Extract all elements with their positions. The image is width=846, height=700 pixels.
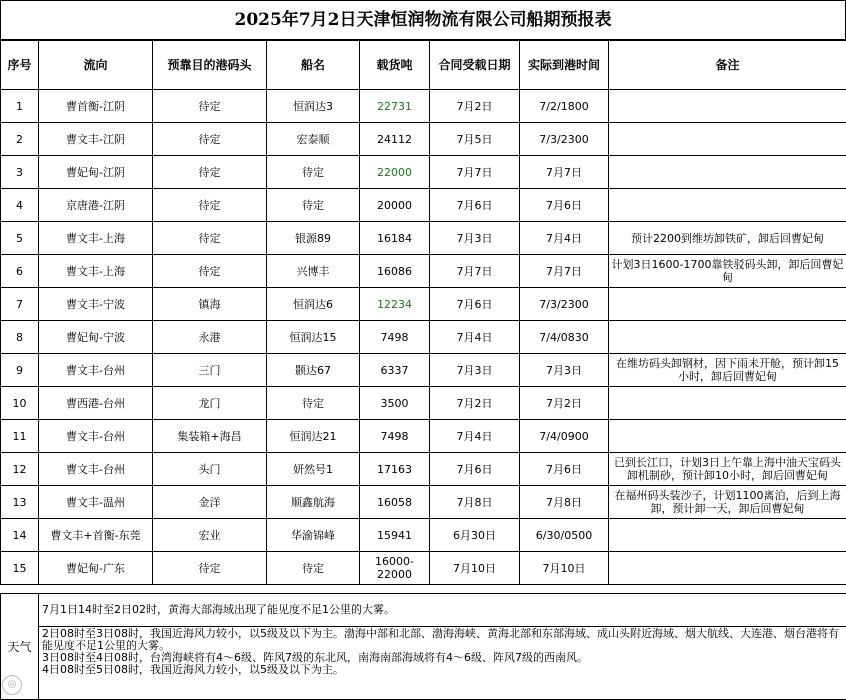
cell-arrival: 7月7日 — [520, 255, 609, 288]
cell-ship: 待定 — [267, 552, 360, 585]
cell-dest-port: 宏业 — [153, 519, 267, 552]
col-header-cargo: 载货吨 — [360, 41, 430, 90]
cell-dest-port: 永港 — [153, 321, 267, 354]
cell-cargo: 15941 — [360, 519, 430, 552]
weather-line-3: 3日08时至4日08时，台湾海峡将有4～6级、阵风7级的东北风，南海南部海域将有4～6级、阵风7级的西南风。 — [42, 652, 843, 664]
cell-dest-port: 头门 — [153, 453, 267, 486]
cell-arrival: 6/30/0500 — [520, 519, 609, 552]
cell-ship: 恒润达15 — [267, 321, 360, 354]
cell-no: 1 — [1, 90, 39, 123]
table-row — [1, 123, 846, 156]
cell-arrival: 7月8日 — [520, 486, 609, 519]
cell-arrival: 7月6日 — [520, 453, 609, 486]
cell-dest-port: 集装箱+海昌 — [153, 420, 267, 453]
cell-remark: 计划3日1600-1700靠铁驳码头卸，卸后回曹妃甸 — [609, 255, 846, 288]
cell-route: 曹妃甸-宁波 — [39, 321, 153, 354]
cell-contract-date: 7月5日 — [430, 123, 520, 156]
cell-arrival: 7月4日 — [520, 222, 609, 255]
cell-ship: 恒润达6 — [267, 288, 360, 321]
table-row — [1, 354, 846, 387]
page-title: 2025年7月2日天津恒润物流有限公司船期预报表 — [0, 0, 846, 40]
cell-contract-date: 6月30日 — [430, 519, 520, 552]
cell-route: 曹文丰+首衡-东莞 — [39, 519, 153, 552]
cell-no: 4 — [1, 189, 39, 222]
cell-remark — [609, 90, 846, 123]
cell-cargo: 16058 — [360, 486, 430, 519]
cell-remark — [609, 552, 846, 585]
cell-arrival: 7月6日 — [520, 189, 609, 222]
header-row — [1, 41, 846, 90]
cell-ship: 妍然号1 — [267, 453, 360, 486]
cell-dest-port: 待定 — [153, 123, 267, 156]
cell-ship: 待定 — [267, 387, 360, 420]
cell-contract-date: 7月4日 — [430, 321, 520, 354]
cell-remark: 预计2200到维坊卸铁矿，卸后回曹妃甸 — [609, 222, 846, 255]
cell-cargo: 22731 — [360, 90, 430, 123]
cell-no: 3 — [1, 156, 39, 189]
table-row — [1, 453, 846, 486]
cell-ship: 银源89 — [267, 222, 360, 255]
table-row — [1, 156, 846, 189]
cell-cargo: 3500 — [360, 387, 430, 420]
col-header-dest-port: 预靠目的港码头 — [153, 41, 267, 90]
cell-remark — [609, 288, 846, 321]
cell-no: 11 — [1, 420, 39, 453]
cell-cargo: 22000 — [360, 156, 430, 189]
cell-route: 曹西港-台州 — [39, 387, 153, 420]
cell-contract-date: 7月2日 — [430, 387, 520, 420]
cell-cargo: 16184 — [360, 222, 430, 255]
cell-cargo: 24112 — [360, 123, 430, 156]
cell-remark — [609, 189, 846, 222]
cell-no: 2 — [1, 123, 39, 156]
cell-dest-port: 待定 — [153, 156, 267, 189]
cell-route: 曹文丰-上海 — [39, 222, 153, 255]
table-row — [1, 90, 846, 123]
col-header-remark: 备注 — [609, 41, 846, 90]
cell-ship: 恒润达21 — [267, 420, 360, 453]
cell-ship: 宏泰顺 — [267, 123, 360, 156]
col-header-no: 序号 — [1, 41, 39, 90]
cell-ship: 待定 — [267, 189, 360, 222]
cell-ship: 顺鑫航海 — [267, 486, 360, 519]
cell-arrival: 7月7日 — [520, 156, 609, 189]
cell-no: 13 — [1, 486, 39, 519]
cell-dest-port: 龙门 — [153, 387, 267, 420]
cell-remark: 已到长江口，计划3日上午靠上海中油天宝码头卸机制砂，预计卸10小时，卸后回曹妃甸 — [609, 453, 846, 486]
cell-contract-date: 7月10日 — [430, 552, 520, 585]
cell-route: 曹文丰-台州 — [39, 420, 153, 453]
cell-ship: 兴博丰 — [267, 255, 360, 288]
cell-no: 6 — [1, 255, 39, 288]
cell-cargo: 17163 — [360, 453, 430, 486]
cell-dest-port: 待定 — [153, 90, 267, 123]
cell-cargo: 6337 — [360, 354, 430, 387]
cell-no: 10 — [1, 387, 39, 420]
table-row — [1, 255, 846, 288]
table-row — [1, 189, 846, 222]
cell-arrival: 7/3/2300 — [520, 123, 609, 156]
cell-route: 曹文丰-台州 — [39, 354, 153, 387]
cell-ship: 华渝锦峰 — [267, 519, 360, 552]
watermark-icon: ◎ — [2, 675, 22, 695]
cell-arrival: 7/2/1800 — [520, 90, 609, 123]
table-body — [1, 90, 846, 585]
cell-cargo: 16000-22000 — [360, 552, 430, 585]
cell-route: 曹文丰-江阴 — [39, 123, 153, 156]
cell-contract-date: 7月7日 — [430, 255, 520, 288]
table-row — [1, 486, 846, 519]
cell-ship: 颢达67 — [267, 354, 360, 387]
table-row — [1, 387, 846, 420]
weather-forecast — [39, 627, 846, 700]
cell-contract-date: 7月4日 — [430, 420, 520, 453]
cell-dest-port: 金洋 — [153, 486, 267, 519]
cell-arrival: 7月10日 — [520, 552, 609, 585]
cell-dest-port: 三门 — [153, 354, 267, 387]
cell-cargo: 7498 — [360, 321, 430, 354]
weather-label: 天气 — [1, 594, 39, 700]
table-row — [1, 552, 846, 585]
weather-line-1: 7月1日14时至2日02时，黄海大部海域出现了能见度不足1公里的大雾。 — [39, 594, 846, 627]
weather-table — [0, 593, 846, 700]
cell-arrival: 7月3日 — [520, 354, 609, 387]
cell-remark — [609, 156, 846, 189]
cell-cargo: 7498 — [360, 420, 430, 453]
cell-route: 京唐港-江阴 — [39, 189, 153, 222]
cell-dest-port: 待定 — [153, 189, 267, 222]
schedule-table — [0, 40, 846, 585]
table-row — [1, 420, 846, 453]
cell-route: 曹文丰-上海 — [39, 255, 153, 288]
cell-no: 14 — [1, 519, 39, 552]
cell-no: 7 — [1, 288, 39, 321]
cell-arrival: 7/3/2300 — [520, 288, 609, 321]
cell-contract-date: 7月6日 — [430, 453, 520, 486]
cell-remark — [609, 321, 846, 354]
cell-remark: 在维坊码头卸钢材，因下雨未开舱，预计卸15小时，卸后回曹妃甸 — [609, 354, 846, 387]
cell-cargo: 20000 — [360, 189, 430, 222]
cell-remark: 在福州码头装沙子，计划1100离泊，后到上海卸，预计卸一天，卸后回曹妃甸 — [609, 486, 846, 519]
table-row — [1, 288, 846, 321]
cell-remark — [609, 519, 846, 552]
cell-contract-date: 7月2日 — [430, 90, 520, 123]
col-header-ship: 船名 — [267, 41, 360, 90]
cell-arrival: 7/4/0830 — [520, 321, 609, 354]
cell-dest-port: 待定 — [153, 255, 267, 288]
cell-route: 曹妃甸-广东 — [39, 552, 153, 585]
cell-remark — [609, 387, 846, 420]
cell-contract-date: 7月7日 — [430, 156, 520, 189]
cell-arrival: 7/4/0900 — [520, 420, 609, 453]
cell-route: 曹文丰-宁波 — [39, 288, 153, 321]
cell-remark — [609, 420, 846, 453]
cell-contract-date: 7月6日 — [430, 189, 520, 222]
cell-route: 曹首衡-江阴 — [39, 90, 153, 123]
cell-remark — [609, 123, 846, 156]
col-header-arrival: 实际到港时间 — [520, 41, 609, 90]
table-row — [1, 519, 846, 552]
cell-route: 曹文丰-台州 — [39, 453, 153, 486]
cell-route: 曹妃甸-江阴 — [39, 156, 153, 189]
col-header-route: 流向 — [39, 41, 153, 90]
cell-contract-date: 7月3日 — [430, 354, 520, 387]
cell-dest-port: 镇海 — [153, 288, 267, 321]
cell-contract-date: 7月3日 — [430, 222, 520, 255]
cell-cargo: 12234 — [360, 288, 430, 321]
table-row — [1, 321, 846, 354]
cell-cargo: 16086 — [360, 255, 430, 288]
table-row — [1, 222, 846, 255]
cell-ship: 恒润达3 — [267, 90, 360, 123]
cell-contract-date: 7月8日 — [430, 486, 520, 519]
cell-no: 8 — [1, 321, 39, 354]
cell-route: 曹文丰-温州 — [39, 486, 153, 519]
cell-no: 12 — [1, 453, 39, 486]
cell-dest-port: 待定 — [153, 552, 267, 585]
cell-dest-port: 待定 — [153, 222, 267, 255]
weather-line-4: 4日08时至5日08时，我国近海风力较小，以5级及以下为主。 — [42, 664, 843, 676]
cell-arrival: 7月2日 — [520, 387, 609, 420]
cell-ship: 待定 — [267, 156, 360, 189]
cell-contract-date: 7月6日 — [430, 288, 520, 321]
weather-line-2: 2日08时至3日08时，我国近海风力较小，以5级及以下为主。渤海中部和北部、渤海海峡、黄海北部和东部海域、成山头附近海域、烟大航线、大连港、烟台港将有能见度不足1公里的大雾。 — [42, 628, 843, 652]
cell-no: 5 — [1, 222, 39, 255]
cell-no: 9 — [1, 354, 39, 387]
col-header-contract-date: 合同受载日期 — [430, 41, 520, 90]
cell-no: 15 — [1, 552, 39, 585]
